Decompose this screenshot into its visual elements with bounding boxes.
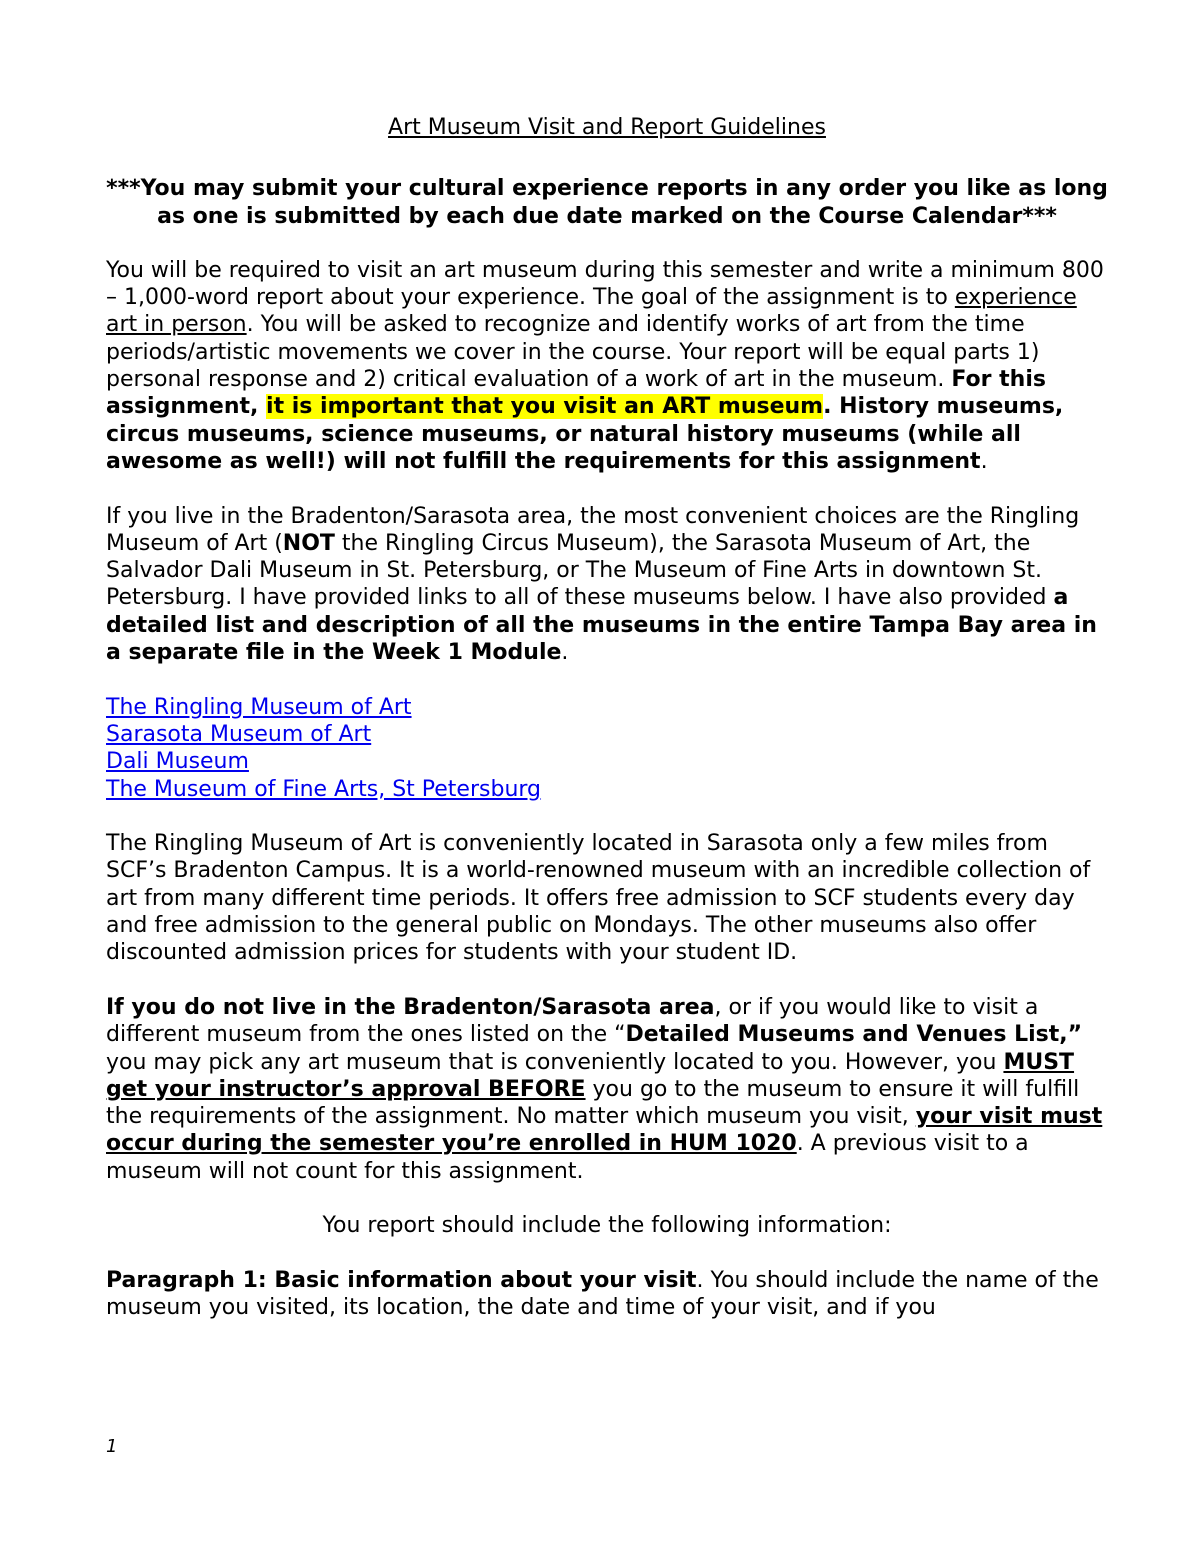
bradenton-bold-2: a detailed list and description of all the museums in the entire Tampa Bay area in a separate file in the Week 1 Module bbox=[106, 585, 1097, 666]
paragraph-1-instructions bbox=[106, 1267, 1108, 1322]
intro-bold-2: . History museums, circus museums, science museums, or natural history museums (while all awesome as well!) will not fulfill the requirements for this assignment bbox=[106, 394, 1064, 474]
other-area-text-1: , or if you would like to visit a different museum from the ones listed on the “ bbox=[106, 994, 1039, 1048]
other-area-text-2: you may pick any art museum that is conveniently located to you. However, you bbox=[106, 1049, 1004, 1075]
other-area-semester: your visit must occur during the semester you’re enrolled in HUM 1020 bbox=[106, 1104, 1103, 1157]
bradenton-text-3: . bbox=[561, 640, 569, 666]
page-number: 1 bbox=[106, 1436, 118, 1457]
other-area-text-4: . A previous visit to a museum will not count for this assignment. bbox=[106, 1131, 1029, 1184]
link-sarasota-museum[interactable]: Sarasota Museum of Art bbox=[106, 721, 372, 747]
bradenton-bold-1: NOT bbox=[282, 530, 335, 556]
intro-underline: experience art in person bbox=[106, 285, 1077, 338]
other-area-bold-1: If you do not live in the Bradenton/Sarasota area bbox=[106, 994, 715, 1020]
intro-text-2: . You will be asked to recognize and identify works of art from the time periods/artistic movements we cover in the course. Your report will be equal parts 1) personal response and 2) critical evaluation of a work of art in the museum. bbox=[106, 312, 1040, 393]
bradenton-text-2: the Ringling Circus Museum), the Sarasota Museum of Art, the Salvador Dali Museum in St. Petersburg, or The Museum of Fine Arts in downtown St. Petersburg. I have provided links to all of these museums below. I have also provided bbox=[106, 530, 1054, 611]
other-area-bold-2: Detailed Museums and Venues List,” bbox=[625, 1022, 1083, 1048]
submission-notice: ***You may submit your cultural experience reports in any order you like as long as one is submitted by each due date marked on the Course Calendar*** bbox=[106, 176, 1108, 229]
paragraph-1-text: . You should include the name of the museum you visited, its location, the date and time of your visit, and if you bbox=[106, 1267, 1099, 1321]
link-dali-museum[interactable]: Dali Museum bbox=[106, 749, 249, 775]
link-ringling-museum[interactable]: The Ringling Museum of Art bbox=[106, 694, 412, 720]
paragraph-1-heading: Paragraph 1: Basic information about your visit bbox=[106, 1267, 697, 1293]
bradenton-text-1: If you live in the Bradenton/Sarasota area, the most convenient choices are the Ringling Museum of Art ( bbox=[106, 503, 1080, 556]
intro-paragraph bbox=[106, 257, 1108, 475]
document-title: Art Museum Visit and Report Guidelines bbox=[388, 115, 826, 140]
intro-text-1: You will be required to visit an art museum during this semester and write a minimum 800 – 1,000-word report about your experience. The goal of the assignment is to bbox=[106, 257, 1104, 311]
other-area-approval: MUST get your instructor’s approval BEFORE bbox=[106, 1049, 1075, 1102]
ringling-paragraph: The Ringling Museum of Art is conveniently located in Sarasota only a few miles from SCF’s Bradenton Campus. It is a world-renowned museum with an incredible collection of art from many different time periods. It offers free admission to SCF students every day and free admission to the general public on Mondays. The other museums also offer discounted admission prices for students with your student ID. bbox=[106, 831, 1091, 966]
other-area-text-3: you go to the museum to ensure it will fulfill the requirements of the assignment. No matter which museum you visit, bbox=[106, 1076, 1080, 1130]
intro-text-3: . bbox=[980, 448, 988, 474]
document-page bbox=[106, 114, 1108, 1349]
intro-bold-1: For this assignment, bbox=[106, 367, 1046, 420]
museum-links bbox=[106, 694, 1108, 803]
intro-highlight: it is important that you visit an ART museum bbox=[266, 394, 824, 420]
bradenton-paragraph bbox=[106, 503, 1108, 667]
report-include-line: You report should include the following information: bbox=[322, 1213, 892, 1239]
other-area-paragraph bbox=[106, 994, 1108, 1185]
link-museum-fine-arts[interactable]: The Museum of Fine Arts, St Petersburg bbox=[106, 776, 542, 802]
